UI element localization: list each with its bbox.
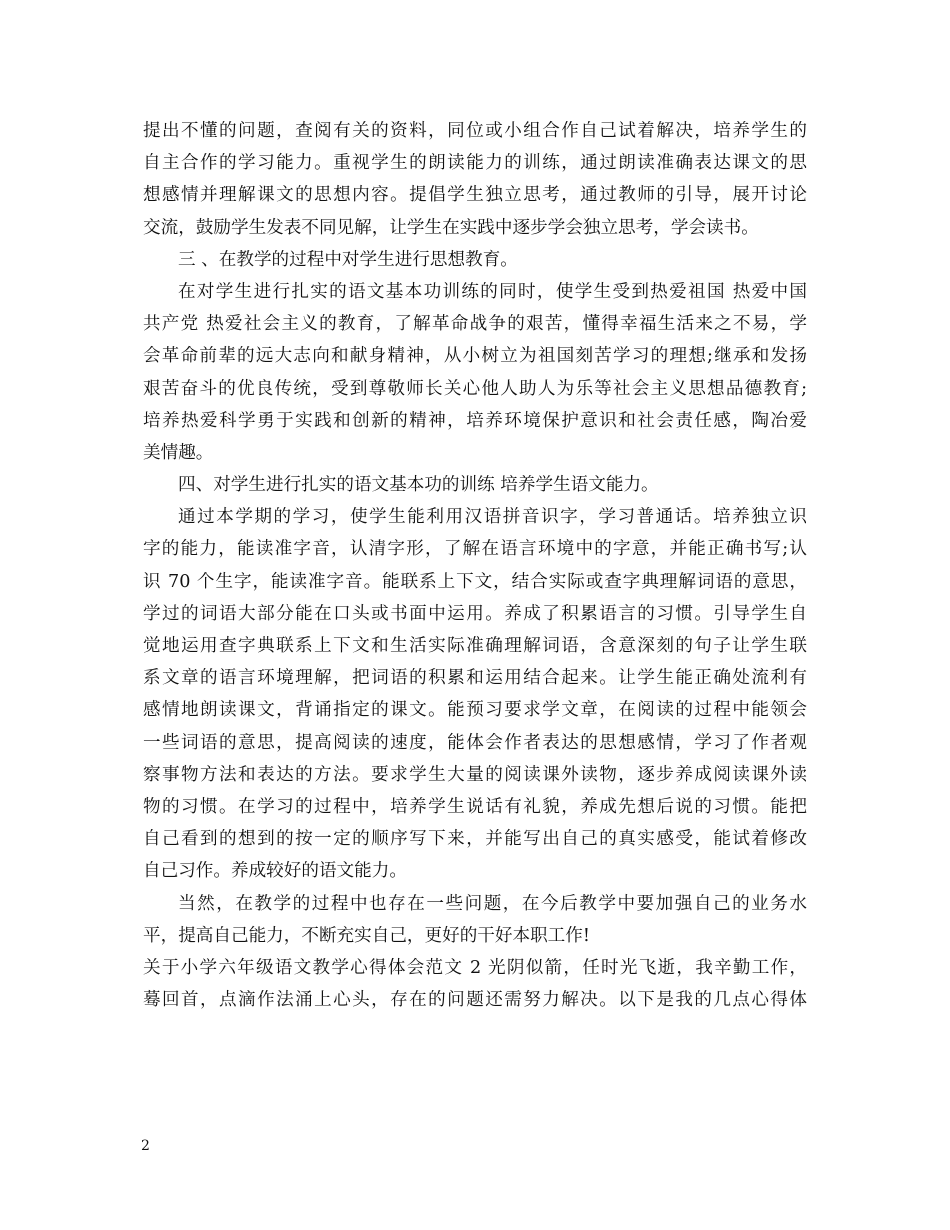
text-line: 自己看到的想到的按一定的顺序写下来，并能写出自己的真实感受，能试着修改 xyxy=(143,829,807,850)
text-line: 感情地朗读课文，背诵指定的课文。能预习要求学文章，在阅读的过程中能领会 xyxy=(143,700,807,721)
text-line: 识 70 个生字，能读准字音。能联系上下文，结合实际或查字典理解词语的意思， xyxy=(143,571,807,592)
text-line: 在对学生进行扎实的语文基本功训练的同时，使学生受到热爱祖国 热爱中国 xyxy=(178,281,807,302)
text-line: 四、对学生进行扎实的语文基本功的训练 培养学生语文能力。 xyxy=(178,475,659,496)
text-line: 通过本学期的学习，使学生能利用汉语拼音识字，学习普通话。培养独立识 xyxy=(178,507,807,528)
text-line: 关于小学六年级语文教学心得体会范文 2 光阴似箭，任时光飞逝，我辛勤工作， xyxy=(143,957,807,978)
text-line: 想感情并理解课文的思想内容。提倡学生独立思考，通过教师的引导，展开讨论 xyxy=(143,185,807,206)
text-line: 一些词语的意思，提高阅读的速度，能体会作者表达的思想感情，学习了作者观 xyxy=(143,732,807,753)
text-line: 艰苦奋斗的优良传统，受到尊敬师长关心他人助人为乐等社会主义思想品德教育; xyxy=(143,378,807,399)
text-line: 提出不懂的问题，查阅有关的资料，同位或小组合作自己试着解决，培养学生的 xyxy=(143,121,807,141)
text-line: 学过的词语大部分能在口头或书面中运用。养成了积累语言的习惯。引导学生自 xyxy=(143,603,807,624)
page-number: 2 xyxy=(141,1138,150,1154)
text-line: 培养热爱科学勇于实践和创新的精神，培养环境保护意识和社会责任感，陶冶爱 xyxy=(143,410,807,431)
text-line: 会革命前辈的远大志向和献身精神，从小树立为祖国刻苦学习的理想;继承和发扬 xyxy=(143,346,807,367)
text-line: 觉地运用查字典联系上下文和生活实际准确理解词语，含意深刻的句子让学生联 xyxy=(143,636,807,656)
text-line: 自己习作。养成较好的语文能力。 xyxy=(143,861,407,882)
text-line: 字的能力，能读准字音，认清字形，了解在语言环境中的字意，并能正确书写;认 xyxy=(143,539,807,560)
text-line: 交流，鼓励学生发表不同见解，让学生在实践中逐步学会独立思考，学会读书。 xyxy=(143,217,759,238)
text-line: 共产党 热爱社会主义的教育，了解革命战争的艰苦，懂得幸福生活来之不易，学 xyxy=(143,314,807,335)
text-line: 自主合作的学习能力。重视学生的朗读能力的训练，通过朗读准确表达课文的思 xyxy=(143,153,807,174)
text-line: 美情趣。 xyxy=(143,442,214,463)
text-line: 三 、在教学的过程中对学生进行思想教育。 xyxy=(178,249,518,270)
text-line: 物的习惯。在学习的过程中，培养学生说话有礼貌，养成先想后说的习惯。能把 xyxy=(143,796,807,817)
text-line: 平，提高自己能力，不断充实自己，更好的干好本职工作! xyxy=(143,925,590,946)
text-line: 察事物方法和表达的方法。要求学生大量的阅读课外读物，逐步养成阅读课外读 xyxy=(143,764,807,785)
text-line: 系文章的语言环境理解，把词语的积累和运用结合起来。让学生能正确处流利有 xyxy=(143,668,807,689)
document-body xyxy=(143,115,807,1016)
text-line: 当然，在教学的过程中也存在一些问题，在今后教学中要加强自己的业务水 xyxy=(178,893,807,914)
text-line: 蓦回首，点滴作法涌上心头，存在的问题还需努力解决。以下是我的几点心得体 xyxy=(143,990,807,1011)
